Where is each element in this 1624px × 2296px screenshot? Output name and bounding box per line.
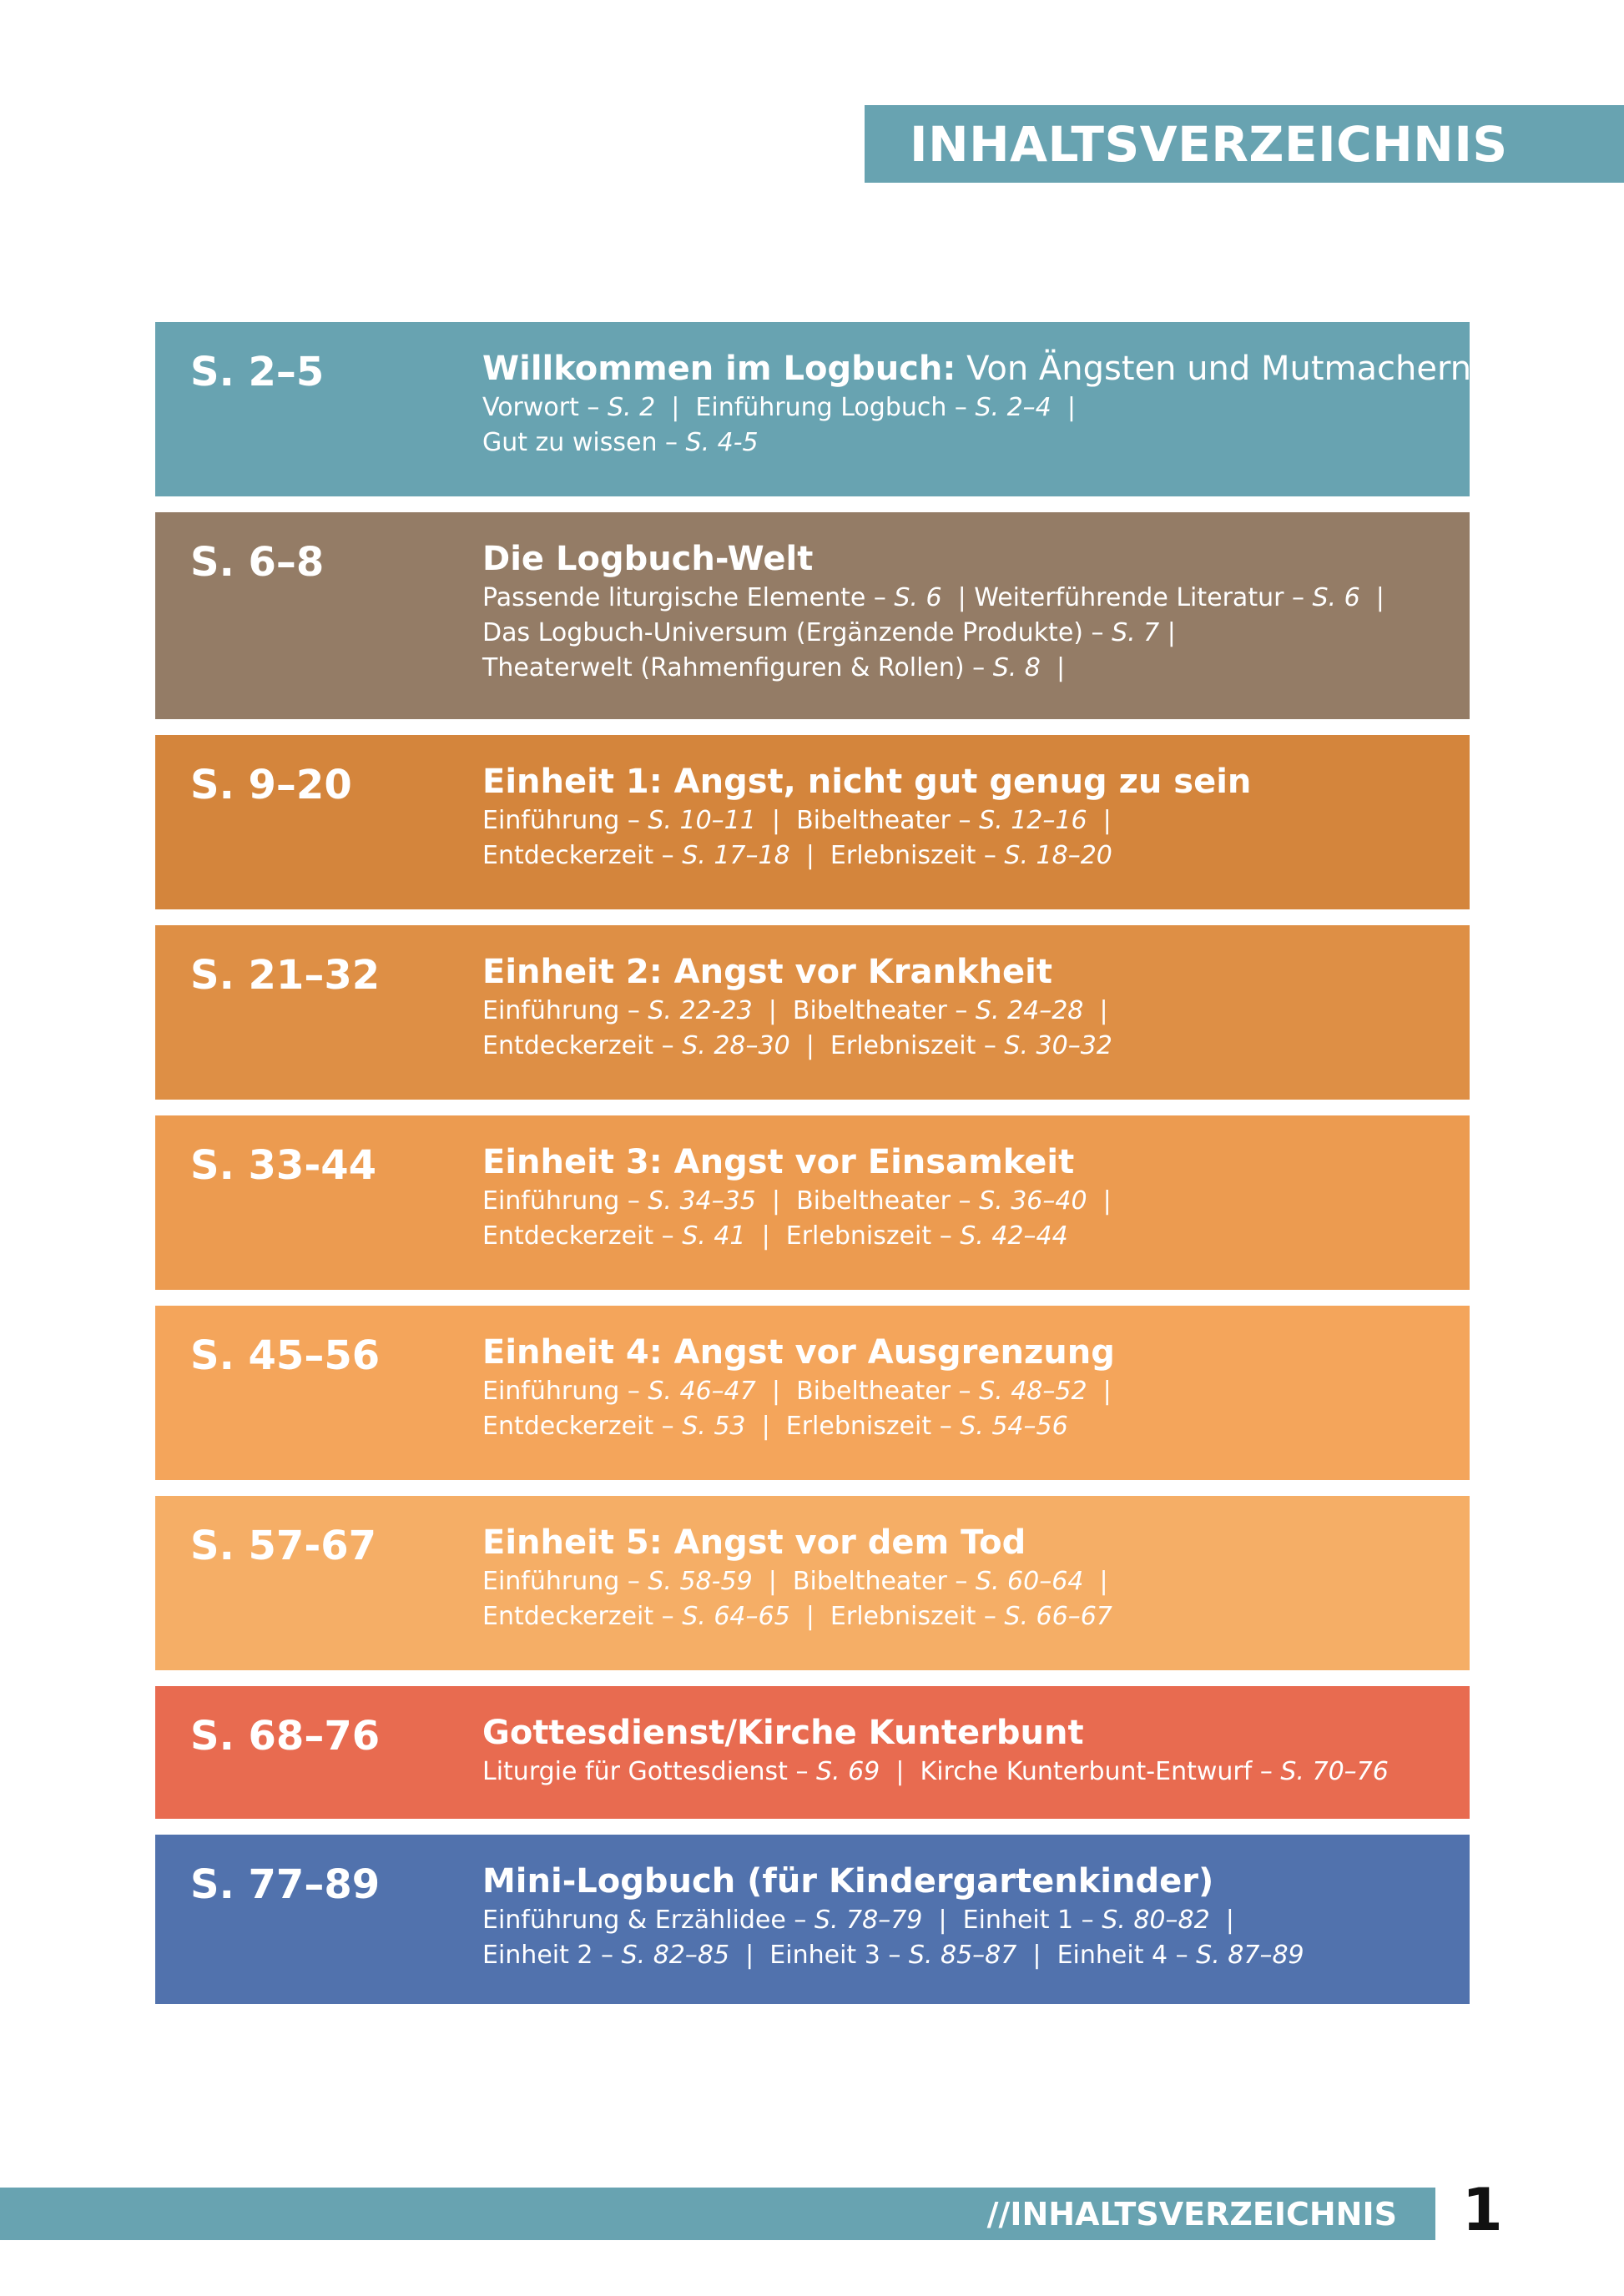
toc-detail-text: Entdeckerzeit – — [482, 1031, 683, 1060]
toc-page-ref: S. 87–89 — [1196, 1941, 1304, 1970]
toc-detail-text: | — [1359, 583, 1384, 612]
toc-title-bold: Einheit 4: Angst vor Ausgrenzung — [482, 1333, 1115, 1372]
toc-detail-text: | Einheit 4 – — [1016, 1941, 1197, 1970]
toc-page-ref: S. 30–32 — [1004, 1031, 1112, 1060]
toc-title-bold: Einheit 5: Angst vor dem Tod — [482, 1523, 1026, 1562]
toc-page-ref: S. 22-23 — [648, 996, 753, 1025]
toc-entry-title — [482, 1521, 1450, 1564]
toc-page-ref: S. 28–30 — [682, 1031, 790, 1060]
toc-entry[interactable] — [155, 1686, 1470, 1819]
toc-page-range: S. 57-67 — [190, 1523, 377, 1569]
toc-title-bold: Die Logbuch-Welt — [482, 540, 814, 578]
toc-detail-text: Entdeckerzeit – — [482, 1602, 683, 1631]
toc-detail-text: | Bibeltheater – — [755, 1377, 980, 1406]
toc-detail-text: | Bibeltheater – — [755, 806, 980, 835]
toc-page-ref: S. 41 — [682, 1221, 746, 1251]
toc-entry-details — [482, 390, 1450, 461]
toc-detail-line — [482, 616, 1450, 651]
toc-detail-text: | — [1087, 1186, 1112, 1216]
toc-entry-body — [482, 1711, 1450, 1790]
toc-detail-text: | — [1159, 618, 1176, 647]
toc-entry-title — [482, 950, 1450, 994]
page-title: INHALTSVERZEICHNIS — [910, 115, 1508, 173]
toc-detail-text: Einheit 2 – — [482, 1941, 622, 1970]
toc-detail-text: | Bibeltheater – — [755, 1186, 980, 1216]
toc-detail-text: Das Logbuch-Universum (Ergänzende Produkte) – — [482, 618, 1112, 647]
toc-page-ref: S. 17–18 — [682, 841, 790, 870]
toc-page-ref: S. 12–16 — [979, 806, 1087, 835]
toc-detail-line — [482, 1938, 1450, 1973]
toc-detail-text: Einführung – — [482, 1377, 648, 1406]
toc-detail-text: | Einheit 3 – — [729, 1941, 909, 1970]
toc-detail-line — [482, 1374, 1450, 1409]
toc-entry[interactable] — [155, 925, 1470, 1100]
toc-entry-details — [482, 1184, 1450, 1254]
toc-detail-text: Einführung – — [482, 996, 648, 1025]
toc-detail-text: Einführung – — [482, 1186, 648, 1216]
toc-detail-text: | Erlebniszeit – — [789, 1031, 1005, 1060]
toc-page-ref: S. 69 — [815, 1757, 880, 1786]
toc-page-ref: S. 7 — [1112, 618, 1160, 647]
toc-entry-body — [482, 1521, 1450, 1634]
toc-page-ref: S. 48–52 — [979, 1377, 1087, 1406]
toc-detail-text: | Bibeltheater – — [752, 996, 976, 1025]
toc-detail-line — [482, 1029, 1450, 1064]
toc-detail-text: Entdeckerzeit – — [482, 1221, 683, 1251]
toc-page-ref: S. 53 — [682, 1412, 746, 1441]
toc-entry-details — [482, 1903, 1450, 1973]
toc-page-range: S. 6–8 — [190, 539, 325, 586]
toc-entry-details — [482, 994, 1450, 1064]
toc-title-bold: Gottesdienst/Kirche Kunterbunt — [482, 1714, 1084, 1752]
toc-detail-line — [482, 390, 1450, 425]
toc-detail-line — [482, 838, 1450, 874]
toc-page-ref: S. 70–76 — [1280, 1757, 1389, 1786]
toc-detail-line — [482, 1564, 1450, 1599]
toc-page-ref: S. 6 — [894, 583, 942, 612]
toc-page-ref: S. 2–4 — [975, 393, 1052, 422]
toc-page-ref: S. 60–64 — [975, 1567, 1084, 1596]
toc-entry[interactable] — [155, 322, 1470, 496]
toc-title-bold: Einheit 1: Angst, nicht gut genug zu sein — [482, 763, 1252, 801]
toc-detail-text: | Einführung Logbuch – — [655, 393, 976, 422]
toc-detail-text: Einführung – — [482, 806, 648, 835]
toc-page-ref: S. 18–20 — [1004, 841, 1112, 870]
page-number: 1 — [1462, 2176, 1503, 2244]
toc-detail-text: | — [1087, 1377, 1112, 1406]
toc-page-ref: S. 66–67 — [1004, 1602, 1112, 1631]
toc-detail-text: | — [1209, 1906, 1234, 1935]
toc-detail-text: | — [1087, 806, 1112, 835]
header-banner — [865, 105, 1624, 183]
toc-detail-line — [482, 1219, 1450, 1254]
toc-entry[interactable] — [155, 735, 1470, 909]
footer-bar — [0, 2188, 1435, 2240]
toc-page-ref: S. 82–85 — [621, 1941, 730, 1970]
toc-detail-text: | Erlebniszeit – — [789, 1602, 1005, 1631]
toc-detail-text: | Bibeltheater – — [752, 1567, 976, 1596]
toc-detail-line — [482, 1755, 1450, 1790]
toc-entry-body — [482, 760, 1450, 874]
toc-entry-details — [482, 1374, 1450, 1444]
toc-page-ref: S. 78–79 — [814, 1906, 923, 1935]
toc-page-ref: S. 64–65 — [682, 1602, 790, 1631]
toc-title-bold: Einheit 3: Angst vor Einsamkeit — [482, 1143, 1075, 1181]
toc-detail-text: | Erlebniszeit – — [745, 1221, 961, 1251]
toc-title-bold: Einheit 2: Angst vor Krankheit — [482, 953, 1052, 991]
toc-entry-body — [482, 1140, 1450, 1254]
toc-title-bold: Mini-Logbuch (für Kindergartenkinder) — [482, 1862, 1214, 1901]
toc-page-ref: S. 58-59 — [648, 1567, 753, 1596]
toc-page-ref: S. 10–11 — [648, 806, 756, 835]
toc-detail-text: Gut zu wissen – — [482, 428, 686, 457]
toc-page-ref: S. 4-5 — [685, 428, 759, 457]
toc-page-ref: S. 2 — [607, 393, 656, 422]
toc-detail-text: | Erlebniszeit – — [745, 1412, 961, 1441]
toc-detail-line — [482, 1184, 1450, 1219]
toc-detail-line — [482, 1903, 1450, 1938]
toc-entry-body — [482, 347, 1472, 461]
toc-entry-details — [482, 1755, 1450, 1790]
toc-page-ref: S. 36–40 — [979, 1186, 1087, 1216]
toc-detail-line — [482, 651, 1450, 686]
toc-page-range: S. 9–20 — [190, 762, 352, 808]
toc-page-ref: S. 46–47 — [648, 1377, 756, 1406]
table-of-contents — [155, 322, 1470, 2020]
toc-entry-body — [482, 950, 1450, 1064]
toc-detail-text: Entdeckerzeit – — [482, 1412, 683, 1441]
toc-detail-text: Vorwort – — [482, 393, 608, 422]
toc-entry-title — [482, 1860, 1450, 1903]
toc-detail-line — [482, 803, 1450, 838]
toc-detail-text: Liturgie für Gottesdienst – — [482, 1757, 816, 1786]
toc-page-range: S. 2–5 — [190, 349, 325, 395]
toc-detail-line — [482, 581, 1450, 616]
toc-entry-title — [482, 1140, 1450, 1184]
toc-entry-title — [482, 1711, 1450, 1755]
toc-detail-text: | Erlebniszeit – — [789, 841, 1005, 870]
toc-page-ref: S. 6 — [1312, 583, 1360, 612]
toc-detail-text: Einführung – — [482, 1567, 648, 1596]
footer-label: //INHALTSVERZEICHNIS — [986, 2195, 1397, 2233]
toc-entry[interactable] — [155, 1115, 1470, 1290]
toc-entry-details — [482, 581, 1450, 686]
toc-detail-text: | — [1083, 996, 1108, 1025]
toc-entry-details — [482, 1564, 1450, 1634]
toc-entry-body — [482, 1331, 1450, 1444]
toc-entry-title — [482, 347, 1472, 390]
toc-entry-body — [482, 537, 1450, 686]
toc-detail-text: Passende liturgische Elemente – — [482, 583, 895, 612]
toc-page-range: S. 68–76 — [190, 1713, 381, 1760]
toc-entry[interactable] — [155, 512, 1470, 719]
toc-detail-text: | — [1083, 1567, 1108, 1596]
toc-page-range: S. 33-44 — [190, 1142, 377, 1189]
toc-entry[interactable] — [155, 1835, 1470, 2004]
toc-entry[interactable] — [155, 1306, 1470, 1480]
toc-detail-text: | Weiterführende Literatur – — [941, 583, 1313, 612]
toc-detail-text: Einführung & Erzählidee – — [482, 1906, 815, 1935]
toc-detail-text: | — [1040, 653, 1066, 682]
toc-detail-line — [482, 1409, 1450, 1444]
toc-page-ref: S. 8 — [992, 653, 1041, 682]
toc-detail-text: | — [1051, 393, 1076, 422]
toc-detail-text: Entdeckerzeit – — [482, 841, 683, 870]
toc-entry[interactable] — [155, 1496, 1470, 1670]
toc-entry-title — [482, 1331, 1450, 1374]
toc-detail-line — [482, 425, 1450, 461]
toc-page-ref: S. 24–28 — [975, 996, 1084, 1025]
toc-detail-text: Theaterwelt (Rahmenfiguren & Rollen) – — [482, 653, 993, 682]
toc-entry-body — [482, 1860, 1450, 1973]
toc-page-range: S. 77–89 — [190, 1861, 381, 1908]
toc-page-ref: S. 34–35 — [648, 1186, 756, 1216]
toc-page-range: S. 21–32 — [190, 952, 381, 999]
toc-page-ref: S. 80–82 — [1102, 1906, 1210, 1935]
toc-entry-title — [482, 537, 1450, 581]
toc-page-ref: S. 54–56 — [960, 1412, 1068, 1441]
toc-detail-line — [482, 994, 1450, 1029]
toc-detail-text: | Kirche Kunterbunt-Entwurf – — [880, 1757, 1281, 1786]
toc-entry-details — [482, 803, 1450, 874]
toc-page-ref: S. 42–44 — [960, 1221, 1068, 1251]
toc-title-bold: Willkommen im Logbuch: — [482, 350, 956, 388]
toc-detail-line — [482, 1599, 1450, 1634]
toc-page-range: S. 45–56 — [190, 1332, 381, 1379]
toc-title-rest: Von Ängsten und Mutmachern — [956, 350, 1472, 388]
toc-page-ref: S. 85–87 — [908, 1941, 1017, 1970]
toc-detail-text: | Einheit 1 – — [922, 1906, 1102, 1935]
toc-entry-title — [482, 760, 1450, 803]
